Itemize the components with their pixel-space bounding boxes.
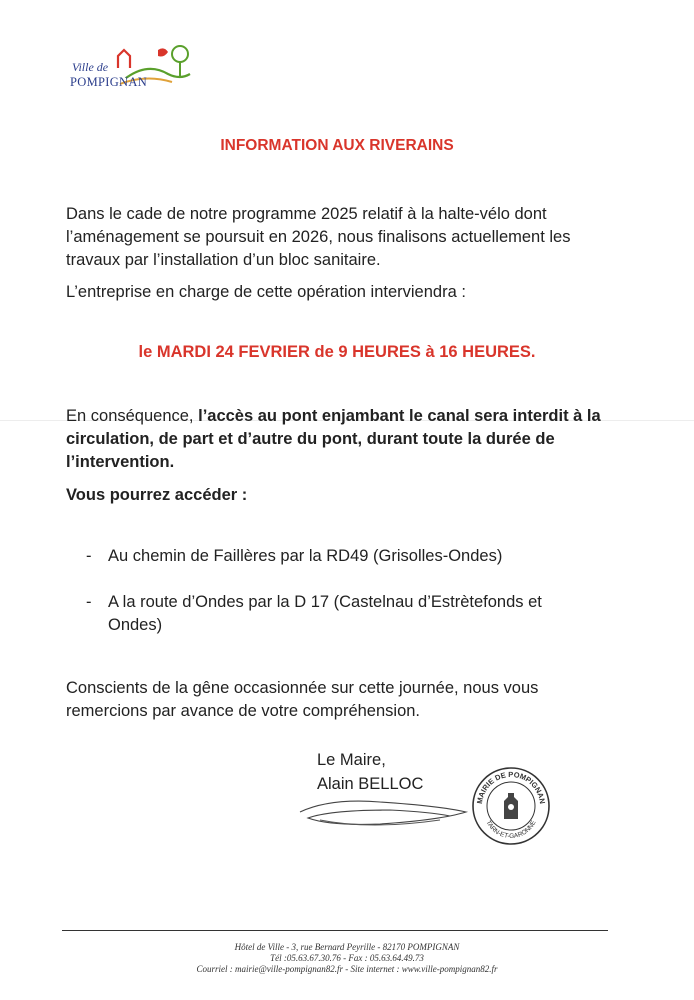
- signature-role: Le Maire,: [317, 751, 386, 769]
- page-title: INFORMATION AUX RIVERAINS: [220, 137, 454, 154]
- logo-line2: POMPIGNAN: [70, 75, 148, 89]
- footer-divider: [62, 930, 608, 931]
- list-dash: -: [86, 593, 92, 611]
- official-stamp: [470, 765, 552, 847]
- list-dash: -: [86, 547, 92, 565]
- logo: [68, 44, 198, 96]
- stamp-top-text: MAIRIE DE POMPIGNAN: [474, 769, 547, 805]
- svg-text:TARN-ET-GARONNE: [484, 819, 538, 840]
- consequence-prefix: En conséquence,: [66, 407, 199, 425]
- consequence-bold: l’accès au pont enjambant le canal sera interdit à la circulation, de part et d’autre du pont, durant toute la durée de l’intervention.: [66, 407, 601, 471]
- handwritten-signature-icon: [290, 790, 480, 836]
- access-heading: Vous pourrez accéder :: [66, 486, 248, 504]
- company-line: L’entreprise en charge de cette opération interviendra :: [66, 283, 466, 301]
- list-item-text: Au chemin de Faillères par la RD49 (Grisolles-Ondes): [108, 547, 503, 565]
- list-item-text: A la route d’Ondes par la D 17 (Castelnau d’Estrètefonds et Ondes): [108, 593, 542, 634]
- stamp-bottom-text: TARN-ET-GARONNE: [484, 819, 538, 841]
- intro-paragraph: Dans le cade de notre programme 2025 relatif à la halte-vélo dont l’aménagement se poursuit en 2026, nous finalisons actuellement les travaux par l’installation d’un bloc sanitaire.: [66, 205, 571, 269]
- stamp-seal-icon: [470, 765, 552, 847]
- closing-paragraph: Conscients de la gêne occasionnée sur cette journée, nous vous remercions par avance de votre compréhension.: [66, 679, 539, 720]
- consequence-paragraph: [66, 405, 626, 474]
- footer-address: Hôtel de Ville - 3, rue Bernard Peyrille - 82170 POMPIGNAN: [234, 942, 460, 952]
- signature-name: Alain BELLOC: [317, 775, 424, 793]
- logo-line1: Ville de: [72, 60, 109, 74]
- footer-phone: Tél :05.63.67.30.76 - Fax : 05.63.64.49.73: [270, 953, 424, 963]
- footer-contact: Courriel : mairie@ville-pompignan82.fr - Site internet : www.ville-pompignan82.fr: [196, 964, 498, 974]
- date-line: le MARDI 24 FEVRIER de 9 HEURES à 16 HEURES.: [138, 343, 536, 361]
